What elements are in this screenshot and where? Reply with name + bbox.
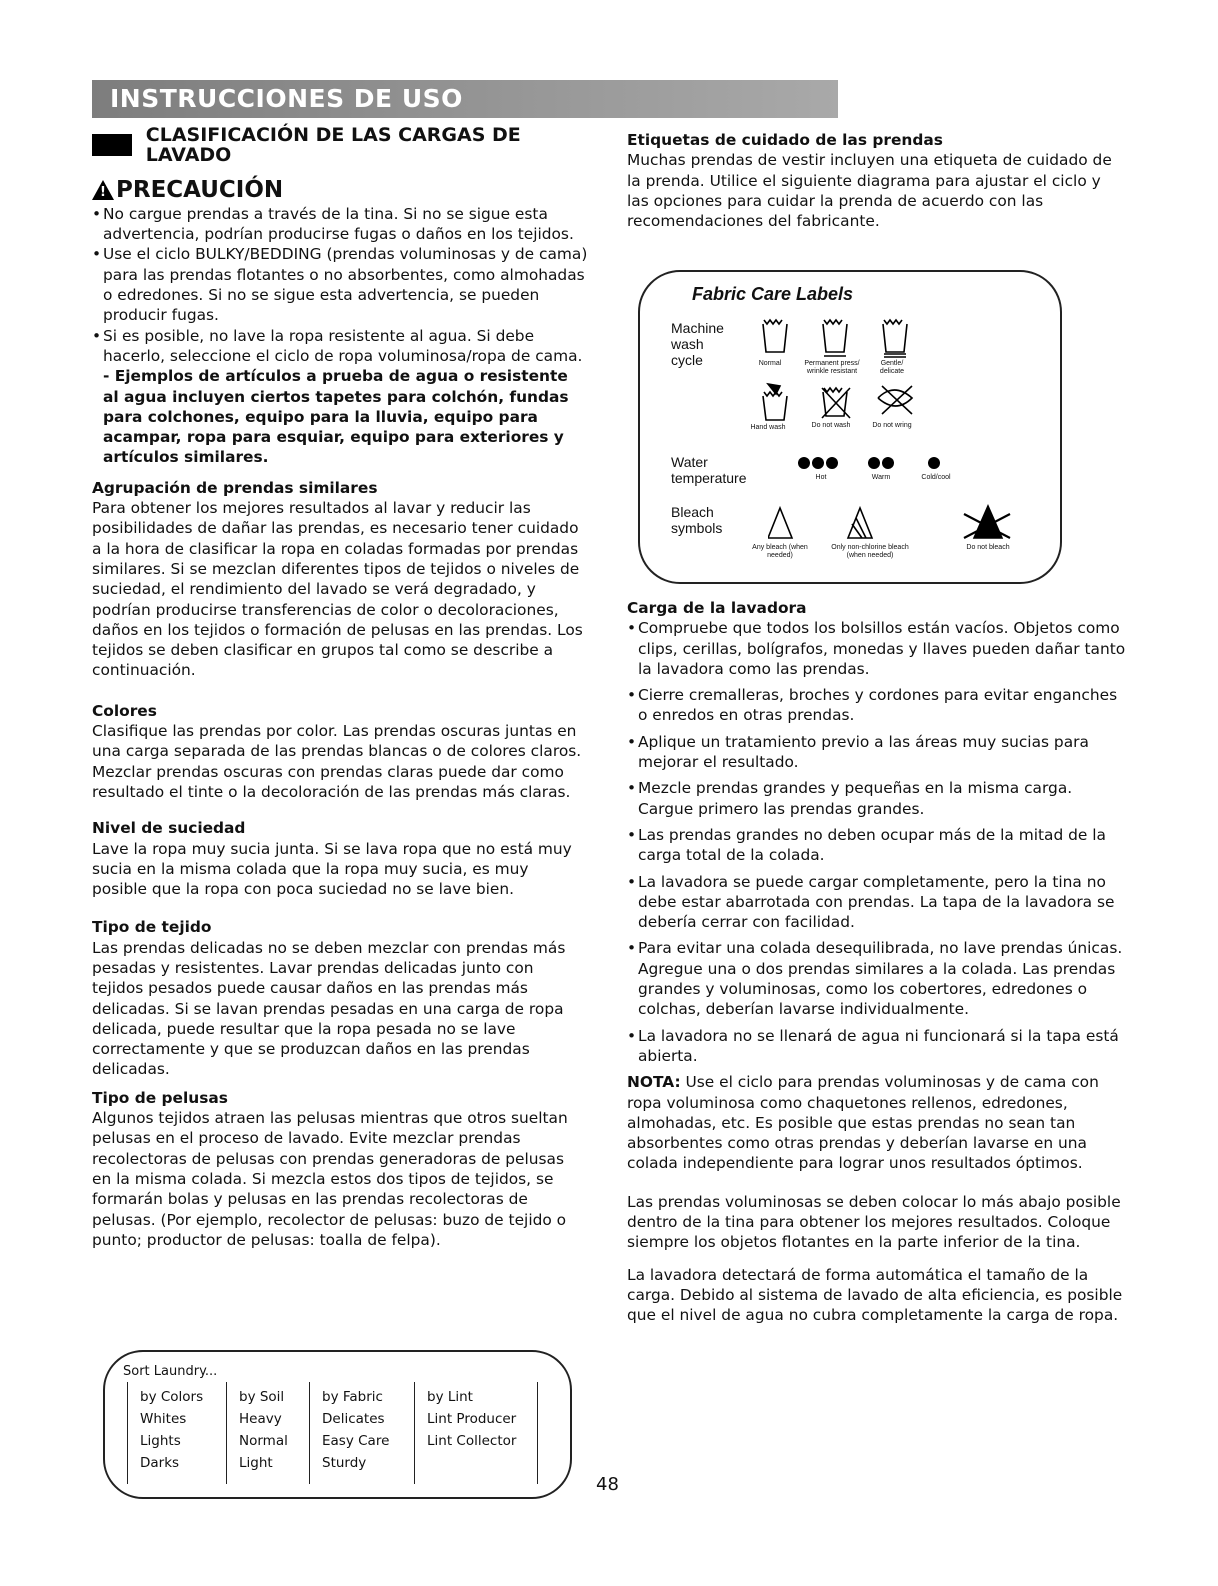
fabric-title: Tipo de tejido (92, 918, 212, 937)
wash-tub-icons (758, 316, 938, 358)
fabric-care-labels-box (638, 270, 1062, 584)
note-paragraph (627, 1072, 1127, 1173)
group-text: Para obtener los mejores resultados al lavar y reducir las posibilidades de dañar las prendas, es necesario tener cuidado a la hora de clasificar la ropa en coladas formadas por prendas similares. Si se mezclan diferentes tipos de tejidos o niveles de suciedad, el rendimiento del lavado se verá degradado, y podrían producirse transferencias de color o decoloraciones, daños en los tejidos o formación de pelusas en las prendas. Los tejidos se deben clasificar en grupos tal como se describe a continuación. (92, 499, 583, 680)
heading-bar (92, 134, 132, 156)
bleach-non-chlorine: Only non-chlorine bleach (when needed) (831, 544, 909, 559)
warning-title: PRECAUCIÓN (116, 176, 284, 203)
warning-item: • Use el ciclo BULKY/BEDDING (prendas voluminosas y de cama) para las prendas flotantes o no absorbentes, como almohadas o edredones. Si no se sigue esta advertencia, se pueden producir fugas. (92, 244, 588, 325)
colors-text: Clasifique las prendas por color. Las prendas oscuras juntas en una carga separada de las prendas blancas o de colores claros. Mezclar prendas oscuras con prendas claras puede dar como resultado el tinte o la decoloración de las prendas más claras. (92, 722, 582, 801)
sort-cell: Easy Care (322, 1433, 390, 1449)
load-item: • Para evitar una colada desequilibrada, no lave prendas únicas. Agregue una o dos prendas similares a la colada. Las prendas grandes y voluminosas, como los cobertores, edredones o colchas, deberían lavarse individualmente. (627, 938, 1127, 1019)
load-item: • La lavadora no se llenará de agua ni funcionará si la tapa está abierta. (627, 1026, 1127, 1067)
banner-title: INSTRUCCIONES DE USO (110, 84, 463, 113)
right-column-top (627, 130, 1127, 239)
hot-dots-icon (798, 456, 840, 474)
lint-title: Tipo de pelusas (92, 1088, 228, 1107)
cycle-normal: Normal (758, 360, 782, 367)
sort-cell: Lint Producer (427, 1411, 517, 1427)
colors-title: Colores (92, 701, 157, 720)
sort-cell: Normal (239, 1433, 288, 1449)
bleach-icons (768, 504, 1028, 542)
soil-title: Nivel de suciedad (92, 819, 246, 838)
section-heading (92, 125, 588, 166)
warning-item: • Si es posible, no lave la ropa resistente al agua. Si debe hacerlo, seleccione el ciclo de ropa voluminosa/ropa de cama. (92, 326, 588, 367)
group-title: Agrupación de prendas similares (92, 478, 378, 497)
warning-icon (92, 180, 114, 200)
hand-wash-label: Hand wash (750, 424, 786, 431)
sort-laundry-box (103, 1350, 572, 1499)
bulky-text: Las prendas voluminosas se deben colocar lo más abajo posible dentro de la tina para obtener los mejores resultados. Coloque siempre los objetos flotantes en la parte inferior de la tina. (627, 1192, 1121, 1252)
sort-header: by Soil (239, 1389, 285, 1405)
sort-column (414, 1382, 538, 1484)
sort-column (226, 1382, 309, 1484)
bleach-any: Any bleach (when needed) (752, 544, 808, 559)
load-title: Carga de la lavadora (627, 599, 807, 617)
temp-warm: Warm (871, 474, 891, 481)
hand-wash-icons (760, 380, 940, 424)
sort-cell: Heavy (239, 1411, 282, 1427)
sort-header: by Colors (140, 1389, 204, 1405)
sort-cell: Lint Collector (427, 1433, 517, 1449)
warning-heading (92, 176, 588, 203)
sort-header: by Lint (427, 1389, 473, 1405)
load-item: • La lavadora se puede cargar completamente, pero la tina no debe estar abarrotada con prendas. La tapa de la lavadora se debería cerrar con facilidad. (627, 872, 1127, 933)
left-column (92, 125, 588, 1258)
load-item: • Mezcle prendas grandes y pequeñas en la misma carga. Cargue primero las prendas grandes. (627, 778, 1127, 819)
note-line: Use el ciclo para prendas voluminosas y de cama con (680, 1073, 1099, 1092)
do-not-wash-label: Do not wash (811, 422, 851, 429)
labels-title: Etiquetas de cuidado de las prendas (627, 131, 943, 149)
sort-cell: Delicates (322, 1411, 385, 1427)
section-title: CLASIFICACIÓN DE LAS CARGAS DE LAVADO (145, 124, 521, 167)
sort-cell: Sturdy (322, 1455, 367, 1471)
right-column-bottom (627, 598, 1127, 1334)
load-item: • Compruebe que todos los bolsillos están vacíos. Objetos como clips, cerillas, bolígrafos, monedas y llaves pueden dañar tanto la lavadora como las prendas. (627, 618, 1127, 679)
sort-column (309, 1382, 414, 1484)
cycle-permanent: Permanent press/ wrinkle resistant (804, 360, 860, 375)
sort-cell: Whites (140, 1411, 187, 1427)
load-item: • Aplique un tratamiento previo a las áreas muy sucias para mejorar el resultado. (627, 732, 1127, 773)
sort-title: Sort Laundry... (123, 1364, 218, 1379)
waterproof-examples: - Ejemplos de artículos a prueba de agua o resistente al agua incluyen ciertos tapetes para colchón, fundas para colchones, equipo para la lluvia, equipo para acampar, ropa para esquiar, equipo para exteriores y artículos similares. (103, 367, 569, 467)
sort-cell: Light (239, 1455, 273, 1471)
bleach-none: Do not bleach (966, 544, 1010, 551)
note-label: NOTA: (627, 1073, 681, 1092)
water-temperature-label: Water temperature (671, 454, 747, 486)
do-not-wring-label: Do not wring (872, 422, 912, 429)
section-banner (92, 80, 838, 118)
cycle-gentle: Gentle/ delicate (879, 360, 905, 375)
warning-item: • No cargue prendas a través de la tina. Si no se sigue esta advertencia, podrían producirse fugas o daños en los tejidos. (92, 204, 588, 245)
sort-column (127, 1382, 226, 1484)
temp-hot: Hot (815, 474, 827, 481)
load-list (627, 618, 1127, 1066)
bleach-symbols-label: Bleach symbols (671, 504, 723, 536)
warm-dots-icon (868, 456, 896, 474)
sort-table (127, 1382, 538, 1484)
page-number: 48 (596, 1474, 619, 1495)
auto-text: La lavadora detectará de forma automática el tamaño de la carga. Debido al sistema de lavado de alta eficiencia, es posible que el nivel de agua no cubra completamente la carga de ropa. (627, 1265, 1123, 1325)
soil-text: Lave la ropa muy sucia junta. Si se lava ropa que no está muy sucia en la misma colada que la ropa muy sucia, es muy posible que la ropa con poca suciedad no se lave bien. (92, 839, 572, 899)
sort-cell: Lights (140, 1433, 181, 1449)
sort-cell: Darks (140, 1455, 180, 1471)
fabric-text: Las prendas delicadas no se deben mezclar con prendas más pesadas y resistentes. Lavar prendas delicadas junto con tejidos pesados puede causar daños en las prendas más delicadas. Si se lavan prendas pesadas en una carga de ropa delicada, puede resultar que la ropa pesada no se lave correctamente y que se produzcan daños en las prendas delicadas. (92, 938, 566, 1079)
care-title: Fabric Care Labels (692, 284, 854, 304)
labels-text: Muchas prendas de vestir incluyen una etiqueta de cuidado de la prenda. Utilice el siguiente diagrama para ajustar el ciclo y las opciones para cuidar la prenda de acuerdo con las recomendaciones del fabricante. (627, 151, 1112, 231)
machine-wash-label: Machine wash cycle (671, 320, 724, 368)
lint-text: Algunos tejidos atraen las pelusas mientras que otros sueltan pelusas en el proceso de lavado. Evite mezclar prendas recolectoras de pelusas con prendas generadoras de pelusas en la misma colada. Si mezcla estos dos tipos de tejidos, se formarán bolas y pelusas en las prendas recolectoras de pelusas. (Por ejemplo, recolector de pelusas: buzo de tejido o punto; productor de pelusas: toalla de felpa). (92, 1109, 568, 1249)
cold-dot-icon (928, 456, 942, 474)
warning-list (92, 204, 588, 366)
sort-header: by Fabric (322, 1389, 383, 1405)
load-item: • Las prendas grandes no deben ocupar más de la mitad de la carga total de la colada. (627, 825, 1127, 866)
temp-cold: Cold/cool (921, 474, 951, 481)
note-text: ropa voluminosa como chaquetones rellenos, edredones, almohadas, etc. Es posible que estas prendas no sean tan absorbentes como otras prendas y deberían lavarse en una colada independiente para lograr unos resultados óptimos. (627, 1093, 1087, 1173)
load-item: • Cierre cremalleras, broches y cordones para evitar enganches o enredos en otras prendas. (627, 685, 1127, 726)
